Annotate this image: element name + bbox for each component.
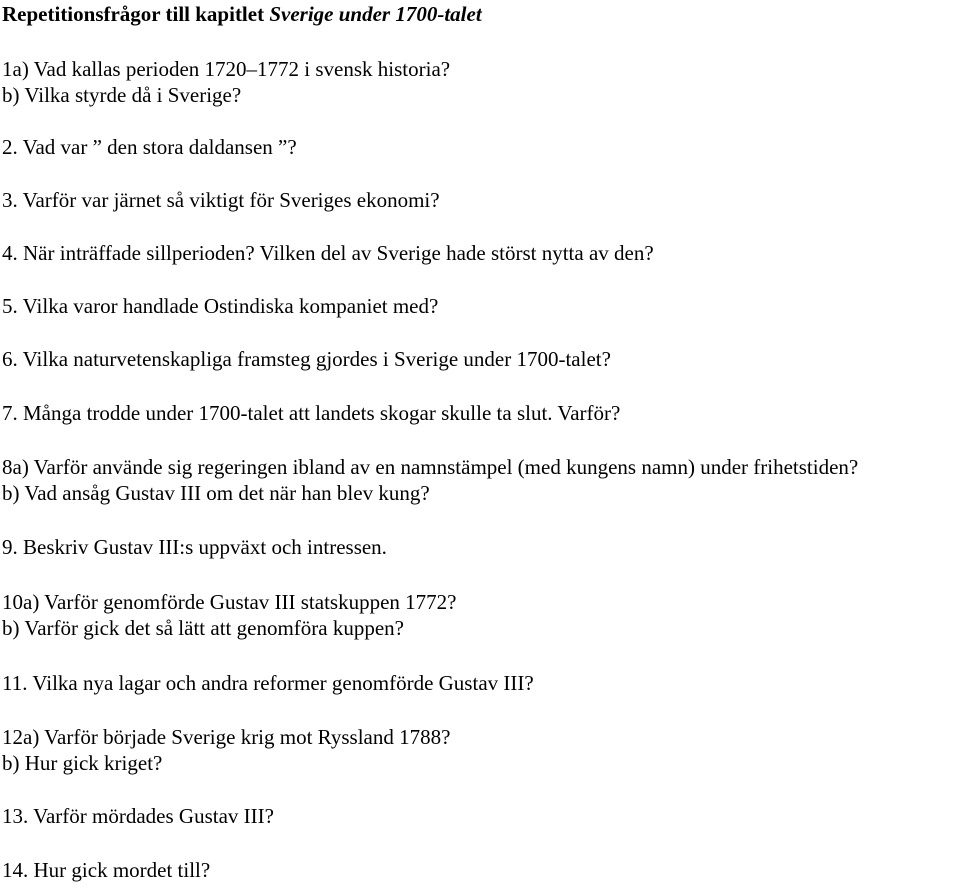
page-title <box>2 0 482 28</box>
question-1a: 1a) Vad kallas perioden 1720–1772 i svensk historia? <box>2 57 451 81</box>
question-1b: b) Vilka styrde då i Sverige? <box>2 83 242 107</box>
title-prefix: Repetitionsfrågor till kapitlet <box>2 2 270 26</box>
question-5: 5. Vilka varor handlade Ostindiska kompaniet med? <box>2 294 439 318</box>
title-emphasis: Sverige under 1700-talet <box>269 2 482 26</box>
question-10b: b) Varför gick det så lätt att genomföra kuppen? <box>2 616 404 640</box>
question-12b: b) Hur gick kriget? <box>2 751 163 775</box>
question-14: 14. Hur gick mordet till? <box>2 858 211 882</box>
question-12a: 12a) Varför började Sverige krig mot Ryssland 1788? <box>2 725 451 749</box>
question-7: 7. Många trodde under 1700-talet att landets skogar skulle ta slut. Varför? <box>2 401 621 425</box>
question-2: 2. Vad var ” den stora daldansen ”? <box>2 135 297 159</box>
question-4: 4. När inträffade sillperioden? Vilken del av Sverige hade störst nytta av den? <box>2 241 654 265</box>
question-13: 13. Varför mördades Gustav III? <box>2 804 274 828</box>
question-10a: 10a) Varför genomförde Gustav III statskuppen 1772? <box>2 590 457 614</box>
question-9: 9. Beskriv Gustav III:s uppväxt och intressen. <box>2 535 387 559</box>
question-3: 3. Varför var järnet så viktigt för Sveriges ekonomi? <box>2 188 440 212</box>
question-6: 6. Vilka naturvetenskapliga framsteg gjordes i Sverige under 1700-talet? <box>2 347 611 371</box>
question-11: 11. Vilka nya lagar och andra reformer genomförde Gustav III? <box>2 671 534 695</box>
question-8b: b) Vad ansåg Gustav III om det när han blev kung? <box>2 481 430 505</box>
question-8a: 8a) Varför använde sig regeringen ibland av en namnstämpel (med kungens namn) under frihetstiden? <box>2 455 859 479</box>
